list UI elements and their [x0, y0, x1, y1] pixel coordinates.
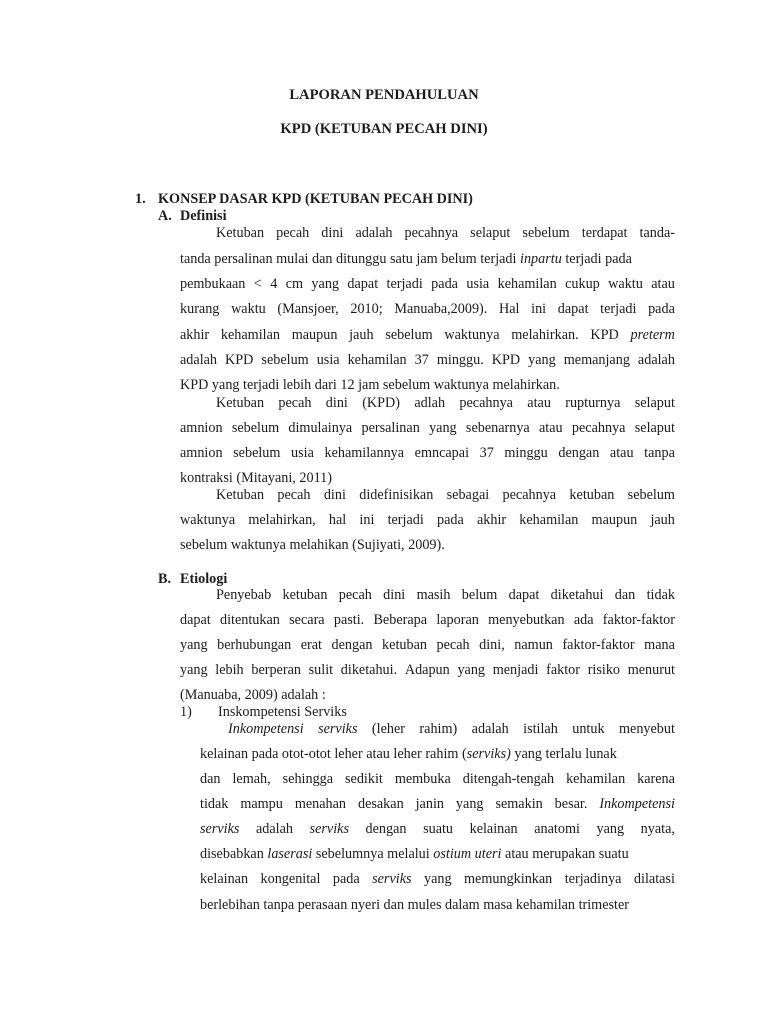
word: kehamilan	[497, 276, 557, 292]
word: dengan	[558, 445, 600, 461]
paragraph-line: (Manuaba, 2009) adalah :	[180, 687, 326, 703]
word: mampu	[240, 796, 283, 812]
word: dapat	[347, 276, 379, 292]
word: belum	[461, 587, 498, 603]
word: namun	[514, 637, 553, 653]
word: dini,	[479, 637, 505, 653]
word: memungkinkan	[464, 871, 553, 887]
subsection-heading: Etiologi	[180, 571, 228, 587]
emphasis-text: serviks)	[466, 746, 511, 762]
word: memanjang	[563, 352, 630, 368]
word: 4	[270, 276, 278, 292]
word: dini	[323, 487, 346, 503]
word: KPD	[491, 352, 521, 368]
paragraph-line	[180, 637, 675, 654]
word: adalah	[180, 352, 218, 368]
word: tanda-	[639, 225, 675, 241]
word: masih	[416, 587, 451, 603]
subsection-letter: B.	[158, 571, 172, 587]
word: pecahnya	[571, 420, 626, 436]
subsection-heading: Definisi	[180, 208, 227, 224]
paragraph-line: sebelum waktunya melahikan (Sujiyati, 2009).	[180, 537, 445, 553]
word: pecah	[278, 395, 312, 411]
document-subtitle: KPD (KETUBAN PECAH DINI)	[280, 121, 488, 137]
word: diketahui	[550, 587, 604, 603]
word: sebelum	[231, 420, 280, 436]
emphasis-text: inpartu	[520, 251, 562, 267]
word: pasti.	[333, 612, 365, 628]
word: pecahnya	[459, 395, 513, 411]
word: Manuaba,2009).	[394, 301, 488, 317]
word: dimulainya	[288, 420, 353, 436]
word: persalinan	[361, 420, 420, 436]
word: akhir	[476, 512, 507, 528]
emphasis-word: serviks	[372, 871, 412, 887]
word: tanpa	[644, 445, 675, 461]
word: dan	[614, 587, 636, 603]
word: faktor	[546, 662, 580, 678]
emphasis-word: Inkompetensi	[599, 796, 675, 812]
paragraph-line	[180, 512, 675, 529]
word: jauh	[349, 327, 374, 343]
word: atau	[527, 395, 551, 411]
word: adalah	[637, 352, 675, 368]
word: ini	[531, 301, 547, 317]
word: berperan	[251, 662, 301, 678]
word: melahirkan.	[511, 327, 579, 343]
word: yang	[528, 352, 556, 368]
word: usia	[291, 445, 314, 461]
word: minggu	[504, 445, 548, 461]
word: pada	[431, 276, 458, 292]
paragraph-line	[180, 662, 675, 679]
word: hal	[328, 512, 347, 528]
word: atau	[539, 420, 563, 436]
word: sebelum	[233, 445, 281, 461]
paragraph-line	[180, 420, 675, 437]
word: selaput	[634, 420, 675, 436]
word: amnion	[180, 420, 223, 436]
paragraph-line	[180, 327, 675, 344]
paragraph-line	[180, 612, 675, 629]
word: terjadi	[600, 301, 637, 317]
word: usia	[316, 352, 340, 368]
paragraph-line	[200, 871, 675, 888]
section-heading: KONSEP DASAR KPD (KETUBAN PECAH DINI)	[158, 191, 473, 207]
paragraph-line: berlebihan tanpa perasaan nyeri dan mules dalam masa kehamilan trimester	[200, 897, 629, 913]
word: kehamilannya	[324, 445, 405, 461]
word: besar.	[554, 796, 588, 812]
word: laporan	[436, 612, 479, 628]
word: risiko	[587, 662, 621, 678]
word: emncapai	[414, 445, 470, 461]
word: akhir	[180, 327, 210, 343]
word: yang	[429, 420, 457, 436]
word: yang	[455, 796, 484, 812]
word: ada	[573, 612, 594, 628]
word: ditengah-tengah	[462, 771, 555, 787]
word: usia	[466, 276, 490, 292]
paragraph-line	[216, 487, 675, 504]
paragraph-line	[180, 352, 675, 369]
word: Penyebab	[216, 587, 272, 603]
paragraph-line	[216, 225, 675, 242]
word: minggu.	[436, 352, 484, 368]
word: (Mansjoer,	[277, 301, 339, 317]
word: kongenital	[260, 871, 321, 887]
word: kehamilan	[347, 352, 407, 368]
word: dapat	[508, 587, 540, 603]
word: erat	[300, 637, 322, 653]
word: membuka	[394, 771, 451, 787]
emphasis-word: preterm	[630, 327, 675, 343]
emphasis-text: ostium uteri	[433, 846, 502, 862]
word: didefinisikan	[359, 487, 434, 503]
word: kelainan	[200, 871, 249, 887]
emphasis-text: serviks	[309, 821, 349, 837]
word: 37	[479, 445, 494, 461]
word: semakin	[495, 796, 543, 812]
word: pecah	[436, 637, 470, 653]
word: atau	[609, 445, 634, 461]
word: karena	[637, 771, 675, 787]
word: sulit	[308, 662, 334, 678]
word: sebenarnya	[465, 420, 530, 436]
word: jauh	[650, 512, 675, 528]
word: anatomi	[534, 821, 580, 837]
word: (KPD)	[362, 395, 401, 411]
word: adalah	[355, 225, 393, 241]
word: (leher	[371, 721, 405, 737]
word: selaput	[470, 225, 511, 241]
paragraph-line	[216, 587, 675, 604]
word: Beberapa	[373, 612, 428, 628]
word: 2010;	[350, 301, 383, 317]
paragraph-line	[180, 301, 675, 318]
word: kehamilan	[519, 512, 579, 528]
word: terjadi	[387, 512, 424, 528]
paragraph-line	[200, 796, 675, 813]
word: faktor-faktor	[562, 637, 635, 653]
word: pembukaan	[180, 276, 246, 292]
word: terjadi	[386, 276, 423, 292]
word: dini	[383, 587, 406, 603]
emphasis-word: serviks	[318, 721, 358, 737]
word: dini	[321, 225, 344, 241]
word: atau	[651, 276, 675, 292]
word: adalah	[471, 721, 509, 737]
word: maupun	[591, 512, 638, 528]
word: berhubungan	[217, 637, 292, 653]
word: yang	[180, 662, 208, 678]
list-item-label: Inskompetensi Serviks	[218, 704, 347, 720]
word: desakan	[357, 796, 404, 812]
word: <	[253, 276, 262, 292]
word: rupturnya	[565, 395, 621, 411]
word: sebagai	[446, 487, 490, 503]
paragraph-line: KPD yang terjadi lebih dari 12 jam sebelum waktunya melahirkan.	[180, 377, 560, 393]
word: cukup	[565, 276, 600, 292]
word: pecahnya	[404, 225, 459, 241]
paragraph-line: kelainan pada otot-otot leher atau leher rahim (serviks) yang terlalu lunak	[200, 746, 617, 762]
paragraph-line	[180, 276, 675, 293]
word: lemah,	[232, 771, 271, 787]
document-title: LAPORAN PENDAHULUAN	[289, 87, 479, 103]
paragraph-line: disebabkan laserasi sebelumnya melalui ostium uteri atau merupakan suatu	[200, 846, 629, 862]
word: waktu	[231, 301, 266, 317]
word: ini	[359, 512, 375, 528]
emphasis-word: Inkompetensi	[228, 721, 304, 737]
word: cm	[285, 276, 304, 292]
word: sebelum	[385, 327, 433, 343]
paragraph-line	[180, 445, 675, 462]
word: KPD	[225, 352, 254, 368]
word: pada	[648, 301, 675, 317]
word: terdapat	[581, 225, 628, 241]
word: untuk	[572, 721, 605, 737]
paragraph-line	[216, 395, 675, 412]
word: melahirkan,	[248, 512, 316, 528]
word: nyata,	[640, 821, 675, 837]
paragraph-line	[228, 721, 675, 738]
word: selaput	[634, 395, 675, 411]
word: dapat	[557, 301, 589, 317]
word: mana	[644, 637, 675, 653]
word: Hal	[498, 301, 520, 317]
word: terjadinya	[564, 871, 622, 887]
word: istilah	[523, 721, 558, 737]
word: diketahui.	[340, 662, 398, 678]
word: pada	[436, 512, 464, 528]
paragraph-line: serviks adalah serviks dengan suatu kelainan anatomi yang nyata,	[200, 821, 675, 837]
word: rahim)	[419, 721, 458, 737]
word: ketuban	[382, 637, 427, 653]
paragraph-line: tanda persalinan mulai dan ditunggu satu jam belum terjadi inpartu terjadi pada	[180, 251, 632, 267]
word: dilatasi	[633, 871, 675, 887]
word: pecah	[338, 587, 372, 603]
word: yang	[180, 637, 208, 653]
word: KPD	[590, 327, 619, 343]
word: yang	[311, 276, 340, 292]
word: maupun	[291, 327, 338, 343]
subsection-letter: A.	[158, 208, 172, 224]
word: waktunya	[444, 327, 500, 343]
word: Adapun	[404, 662, 450, 678]
word: yang	[423, 871, 452, 887]
word: ditentukan	[220, 612, 280, 628]
word: ketuban	[282, 587, 328, 603]
word: menjadi	[492, 662, 539, 678]
word: waktunya	[180, 512, 236, 528]
word: pecah	[276, 225, 310, 241]
word: Ketuban	[216, 487, 265, 503]
word: adlah	[414, 395, 446, 411]
word: menyebutkan	[488, 612, 565, 628]
word: pecah	[277, 487, 311, 503]
word: sebelum	[261, 352, 309, 368]
word: kehamilan	[566, 771, 626, 787]
emphasis-text: serviks	[200, 821, 240, 837]
paragraph-line	[200, 771, 675, 788]
word: dan	[200, 771, 221, 787]
section-number: 1.	[135, 191, 146, 207]
list-number: 1)	[180, 704, 192, 720]
word: janin	[415, 796, 444, 812]
word: waktu	[608, 276, 643, 292]
word: dini	[325, 395, 348, 411]
word: Ketuban	[216, 225, 265, 241]
word: dapat	[180, 612, 211, 628]
word: dengan	[331, 637, 373, 653]
word: 37	[414, 352, 429, 368]
word: Ketuban	[216, 395, 265, 411]
word: sedikit	[345, 771, 383, 787]
word: menyebut	[618, 721, 675, 737]
word: menurut	[627, 662, 675, 678]
paragraph-line: kontraksi (Mitayani, 2011)	[180, 470, 332, 486]
word: ketuban	[569, 487, 615, 503]
word: tidak	[646, 587, 675, 603]
word: faktor-faktor	[602, 612, 675, 628]
word: tidak	[200, 796, 229, 812]
word: kurang	[180, 301, 220, 317]
word: kehamilan	[220, 327, 280, 343]
word: lebih	[215, 662, 244, 678]
word: kelainan	[469, 821, 518, 837]
word: sebelum	[522, 225, 570, 241]
word: sehingga	[282, 771, 334, 787]
emphasis-text: laserasi	[267, 846, 313, 862]
word: suatu	[423, 821, 454, 837]
word: menahan	[294, 796, 347, 812]
word: yang	[596, 821, 625, 837]
word: pada	[332, 871, 360, 887]
word: amnion	[180, 445, 223, 461]
word: pecahnya	[502, 487, 557, 503]
word: secara	[289, 612, 325, 628]
word: dengan	[365, 821, 407, 837]
word: sebelum	[627, 487, 675, 503]
word: yang	[457, 662, 486, 678]
